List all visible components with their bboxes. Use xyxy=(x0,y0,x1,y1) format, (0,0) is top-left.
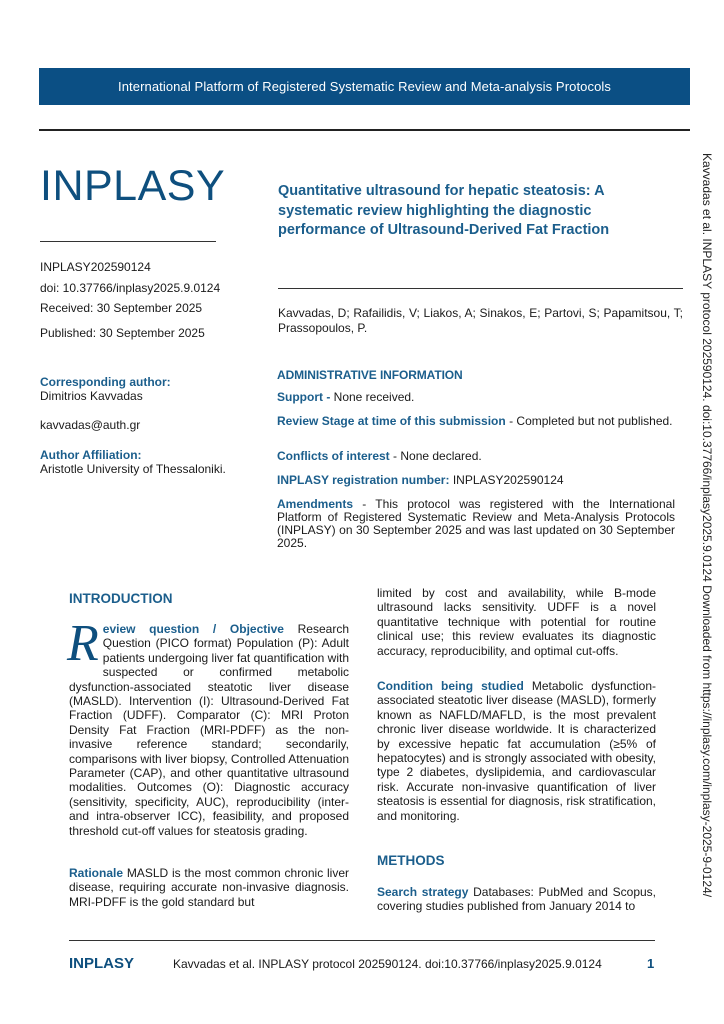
review-stage-value: - Completed but not published. xyxy=(505,414,673,428)
download-side-note xyxy=(700,153,720,913)
corresponding-email[interactable]: kavvadas@auth.gr xyxy=(40,418,141,432)
search-strategy-text: Databases: PubMed and Scopus, covering studies published from January 2014 to xyxy=(377,885,656,914)
review-stage-label: Review Stage at time of this submission xyxy=(277,414,506,428)
authors: Kavvadas, D; Rafailidis, V; Liakos, A; Sinakos, E; Partovi, S; Papamitsou, T; Prassopoulos, P. xyxy=(278,306,683,335)
footer-divider xyxy=(69,940,655,941)
methods-heading: METHODS xyxy=(377,853,445,868)
rationale-continued: limited by cost and availability, while B-mode ultrasound lacks sensitivity. UDFF is a novel quantitative technique with potential for routine clinical use; this review evaluates its diagnostic accuracy, reproducibility, and optimal cut-offs. xyxy=(377,586,656,658)
admin-review-stage xyxy=(277,415,675,428)
admin-support xyxy=(277,391,675,404)
corresponding-author-name: Dimitrios Kavvadas xyxy=(40,389,143,403)
introduction-heading: INTRODUCTION xyxy=(69,591,173,606)
dropcap-letter: R xyxy=(67,615,99,672)
admin-heading: ADMINISTRATIVE INFORMATION xyxy=(277,368,463,382)
review-question-paragraph xyxy=(67,615,349,838)
support-label: Support - xyxy=(277,390,331,404)
admin-amendments xyxy=(277,498,675,550)
condition-text: Metabolic dysfunction-associated steatotic liver disease (MASLD), formerly known as NAFLD/MAFLD, is the most prevalent chronic liver disease worldwide. It is characterized by excessive hepatic fat accumulation (≥5% of hepatocytes) and is strongly associated with obesity, type 2 diabetes, dyslipidemia, and cardiovascular risk. Accurate non-invasive quantification of liver steatosis is essential for diagnosis, risk stratification, and monitoring. xyxy=(377,679,656,823)
doi[interactable]: doi: 10.37766/inplasy2025.9.0124 xyxy=(40,281,221,295)
amendments-label: Amendments xyxy=(277,497,354,511)
side-note-text[interactable]: Kavvadas et al. INPLASY protocol 202590124. doi:10.37766/inplasy2025.9.0124 Downloaded from https://inplasy.com/inplasy-2025-9-0124/ xyxy=(700,153,714,898)
affiliation-label: Author Affiliation: xyxy=(40,448,142,462)
footer-citation: Kavvadas et al. INPLASY protocol 202590124. doi:10.37766/inplasy2025.9.0124 xyxy=(173,957,602,971)
rationale-text: MASLD is the most common chronic liver disease, requiring accurate non-invasive diagnosis. MRI-PDFF is the gold standard but xyxy=(69,866,349,909)
page-number: 1 xyxy=(647,956,655,971)
condition-label: Condition being studied xyxy=(377,679,524,693)
banner-text: International Platform of Registered Systematic Review and Meta-analysis Protocols xyxy=(117,79,612,94)
search-strategy-label: Search strategy xyxy=(377,885,469,899)
regnum-label: INPLASY registration number: xyxy=(277,473,450,487)
rationale-paragraph xyxy=(69,866,349,909)
paper-title: Quantitative ultrasound for hepatic steatosis: A systematic review highlighting the diagnostic performance of Ultrasound-Derived Fat Fraction xyxy=(278,183,610,238)
support-value: None received. xyxy=(330,390,415,404)
published-date: Published: 30 September 2025 xyxy=(40,326,205,340)
logo-divider xyxy=(40,241,216,242)
regnum-value: INPLASY202590124 xyxy=(449,473,564,487)
affiliation-value: Aristotle University of Thessaloniki. xyxy=(40,462,226,476)
affiliation-block xyxy=(40,448,226,476)
admin-registration-number xyxy=(277,474,675,487)
journal-banner xyxy=(39,68,690,105)
inplasy-logo: INPLASY xyxy=(40,162,226,210)
search-strategy-paragraph xyxy=(377,885,656,914)
amendments-value: - This protocol was registered with the International Platform of Registered Systematic Review and Meta-Analysis Protocols (INPLASY) on 30 September 2025 and was last updated on 30 September 2025. xyxy=(277,497,675,550)
footer-logo: INPLASY xyxy=(69,955,135,972)
admin-conflicts xyxy=(277,450,675,463)
condition-paragraph xyxy=(377,679,656,823)
conflicts-label: Conflicts of interest xyxy=(277,449,390,463)
review-question-label: eview question / Objective xyxy=(102,622,284,636)
registration-id: INPLASY202590124 xyxy=(40,260,151,274)
corresponding-author-label: Corresponding author: xyxy=(40,375,171,389)
rationale-label: Rationale xyxy=(69,866,124,880)
conflicts-value: - None declared. xyxy=(389,449,482,463)
review-question-text: Research Question (PICO format) Population (P): Adult patients undergoing liver fat quantification with suspected or confirmed metabolic dysfunction-associated steatotic liver disease (MASLD). Intervention (I): Ultrasound-Derived Fat Fraction (UDFF). Comparator (C): MRI Proton Density Fat Fraction (MRI-PDFF) as the non-invasive reference standard; secondarily, comparisons with liver biopsy, Controlled Attenuation Parameter (CAP), and other quantitative ultrasound modalities. Outcomes (O): Diagnostic accuracy (sensitivity, specificity, AUC), reproducibility (inter- and intra-observer ICC), feasibility, and proposed threshold cut-off values for steatosis grading. xyxy=(69,622,349,838)
top-divider xyxy=(39,129,690,131)
title-divider xyxy=(278,288,683,289)
corresponding-author-block xyxy=(40,375,171,403)
received-date: Received: 30 September 2025 xyxy=(40,301,203,315)
